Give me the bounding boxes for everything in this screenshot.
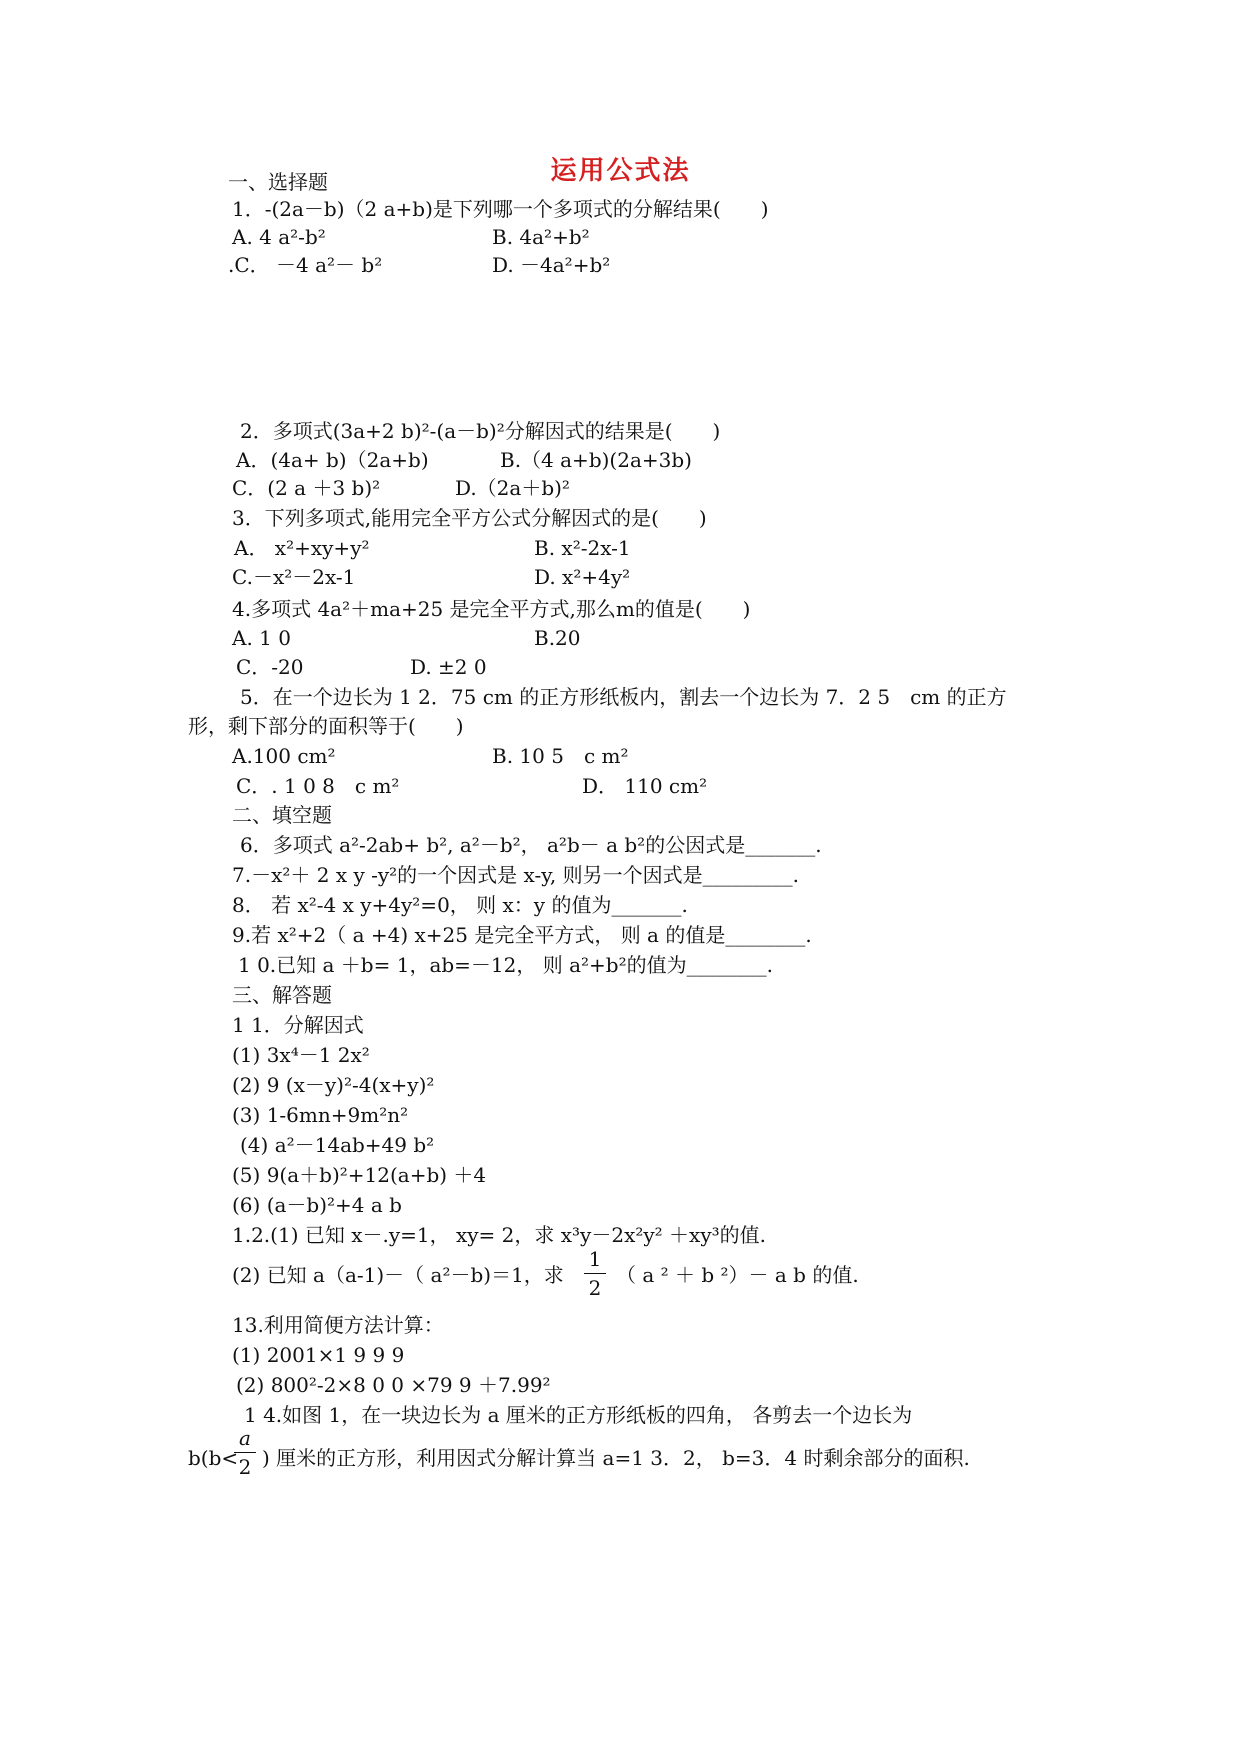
q1-option-a: A. 4 a²-b²: [232, 225, 326, 249]
q1-option-d: D. －4a²+b²: [492, 253, 611, 277]
q5-option-d: D． 110 cm²: [582, 774, 708, 798]
q1-option-c: .C． －4 a²－ b²: [228, 253, 383, 277]
q4-option-a: A. 1 0: [232, 626, 291, 650]
q14-fraction: [234, 1426, 256, 1479]
q4-stem: 4.多项式 4a²＋ma+25 是完全平方式,那么m的值是( ): [232, 597, 751, 621]
section-heading-choice: 一、选择题: [228, 170, 328, 194]
section-heading-fill: 二、填空题: [232, 803, 332, 827]
q12-fraction: [584, 1247, 606, 1300]
q13-part2: (2) 800²-2×8 0 0 ×79 9 ＋7.99²: [236, 1373, 551, 1397]
q2-option-b: B.（4 a+b)(2a+3b): [500, 448, 692, 472]
q12-fraction-numerator: 1: [584, 1247, 606, 1274]
q14-fraction-denominator: 2: [238, 1455, 252, 1479]
q3-stem: 3．下列多项式,能用完全平方公式分解因式的是( ): [232, 506, 707, 530]
q8: 8． 若 x²-4 x y+4y²=0， 则 x：y 的值为_______.: [232, 893, 688, 917]
q14-line1: 1 4.如图 1，在一块边长为 a 厘米的正方形纸板的四角， 各剪去一个边长为: [244, 1403, 913, 1427]
page-title: 运用公式法: [550, 156, 691, 186]
q4-option-b: B.20: [534, 626, 581, 650]
q1-stem: 1．-(2a－b)（2 a+b)是下列哪一个多项式的分解结果( ): [232, 197, 769, 221]
q11-part1: (1) 3x⁴－1 2x²: [232, 1043, 370, 1067]
q10: 1 0.已知 a ＋b= 1，ab=－12， 则 a²+b²的值为________.: [238, 953, 773, 977]
q2-option-a: A．(4a+ b)（2a+b): [236, 448, 429, 472]
q3-option-a: A． x²+xy+y²: [234, 536, 370, 560]
q5-stem-line2: 形，剩下部分的面积等于( ): [188, 714, 464, 738]
q5-option-c: C．. 1 0 8 c m²: [236, 774, 400, 798]
q14-fraction-numerator: a: [234, 1426, 256, 1453]
q1-option-b: B. 4a²+b²: [492, 225, 590, 249]
q12-part2-end: （ a ² ＋ b ²）－ a b 的值.: [616, 1263, 859, 1287]
q11-part3: (3) 1-6mn+9m²n²: [232, 1103, 409, 1127]
q2-stem: 2．多项式(3a+2 b)²-(a－b)²分解因式的结果是( ): [240, 419, 721, 443]
q12-part2-start: (2) 已知 a（a-1)－（ a²－b)＝1，求: [232, 1263, 564, 1287]
q14-line2-end: ) 厘米的正方形，利用因式分解计算当 a=1 3．2， b=3．4 时剩余部分的面积.: [262, 1446, 970, 1470]
q11-part5: (5) 9(a＋b)²+12(a+b) ＋4: [232, 1163, 487, 1187]
q12-part1: 1.2.(1) 已知 x－.y=1， xy= 2，求 x³y－2x²y² ＋xy³的值.: [232, 1223, 767, 1247]
section-heading-answer: 三、解答题: [232, 983, 332, 1007]
q3-option-d: D. x²+4y²: [534, 565, 631, 589]
q5-option-b: B. 10 5 c m²: [492, 744, 629, 768]
q13-stem: 13.利用简便方法计算：: [232, 1313, 444, 1337]
q2-option-d: D.（2a＋b)²: [455, 476, 570, 500]
q4-option-d: D. ±2 0: [410, 655, 487, 679]
q3-option-b: B. x²-2x-1: [534, 536, 631, 560]
q12-fraction-denominator: 2: [588, 1276, 602, 1300]
q6: 6．多项式 a²-2ab+ b², a²－b²， a²b－ a b²的公因式是_______.: [240, 833, 822, 857]
q7: 7.－x²＋ 2 x y -y²的一个因式是 x-y, 则另一个因式是_________.: [232, 863, 799, 887]
q14-line2-start: b(b<: [188, 1446, 239, 1470]
q11-stem: 1 1．分解因式: [232, 1013, 364, 1037]
q13-part1: (1) 2001×1 9 9 9: [232, 1343, 405, 1367]
q11-part6: (6) (a－b)²+4 a b: [232, 1193, 402, 1217]
q9: 9.若 x²+2（ a +4) x+25 是完全平方式， 则 a 的值是________.: [232, 923, 812, 947]
q11-part2: (2) 9 (x－y)²-4(x+y)²: [232, 1073, 435, 1097]
q11-part4: (4) a²－14ab+49 b²: [240, 1133, 435, 1157]
q3-option-c: C.－x²－2x-1: [232, 565, 356, 589]
q4-option-c: C．-20: [236, 655, 304, 679]
q5-stem-line1: 5．在一个边长为 1 2．75 cm 的正方形纸板内，割去一个边长为 7．2 5 cm 的正方: [240, 685, 1007, 709]
q2-option-c: C．(2 a ＋3 b)²: [232, 476, 381, 500]
q5-option-a: A.100 cm²: [232, 744, 336, 768]
